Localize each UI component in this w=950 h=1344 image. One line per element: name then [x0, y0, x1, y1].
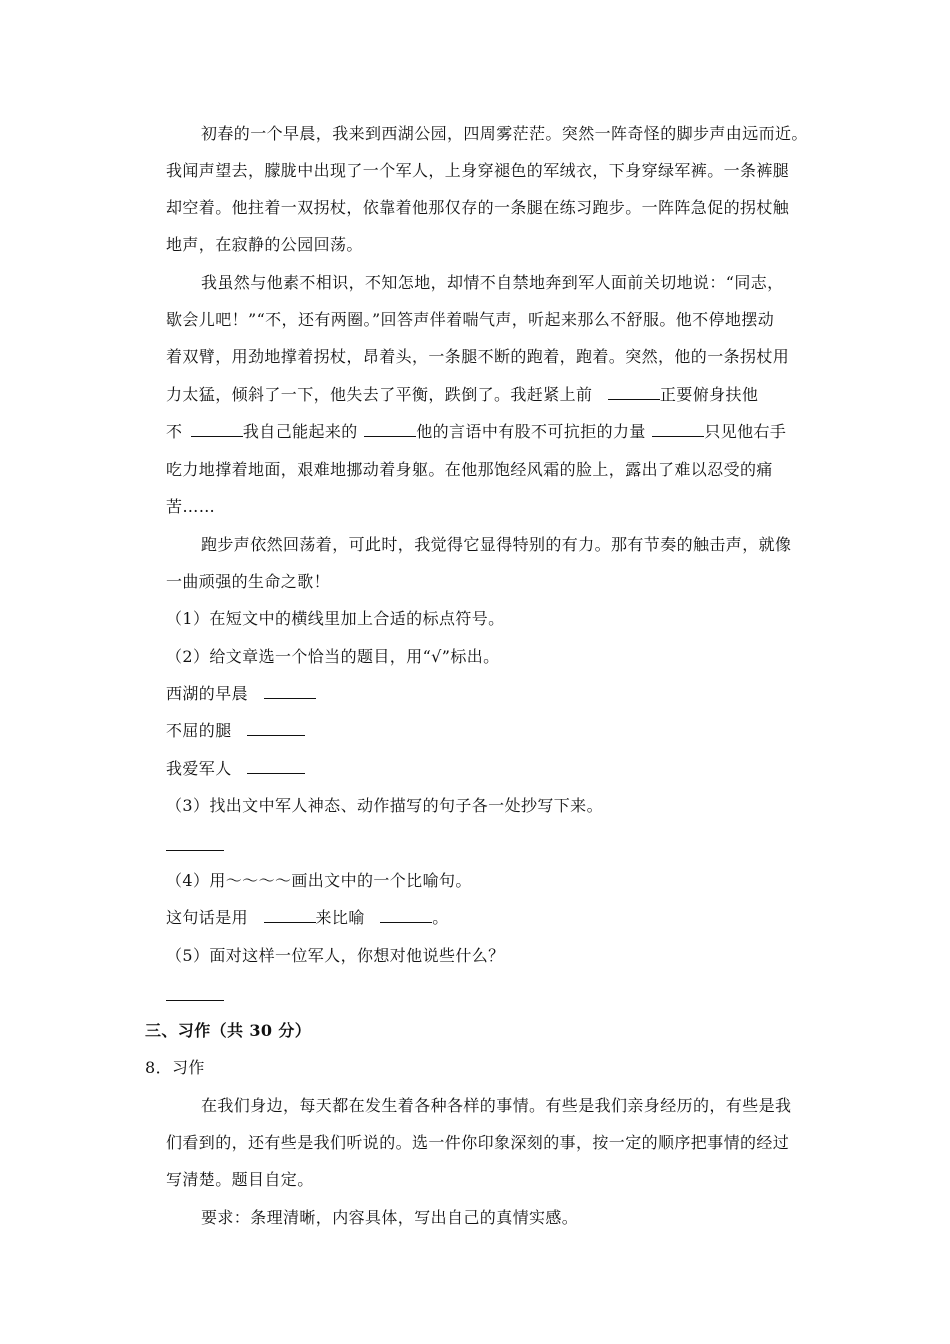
answer-blank[interactable] [264, 908, 316, 923]
passage-text: 正要俯身扶他 [659, 385, 759, 404]
passage-line: 苦…… [166, 497, 216, 516]
title-option [166, 759, 305, 779]
punctuation-blank[interactable] [608, 385, 660, 400]
fill-text: 。 [432, 908, 449, 927]
question-2: （2）给文章选一个恰当的题目，用“√”标出。 [166, 647, 500, 666]
passage-line: 地声，在寂静的公园回荡。 [166, 235, 363, 254]
passage-line-with-blanks [166, 422, 786, 442]
title-option-label: 我爱军人 [166, 759, 232, 778]
passage-line: 跑步声依然回荡着，可此时，我觉得它显得特别的有力。那有节奏的触击声，就像 [201, 535, 792, 554]
passage-line: 吃力地撑着地面，艰难地挪动着身躯。在他那饱经风霜的脸上，露出了难以忍受的痛 [166, 460, 773, 479]
answer-line[interactable] [166, 1000, 224, 1001]
title-option [166, 721, 305, 741]
punctuation-blank[interactable] [191, 422, 243, 437]
passage-line-with-blank [166, 385, 758, 405]
question-1: （1）在短文中的横线里加上合适的标点符号。 [166, 609, 505, 628]
answer-blank[interactable] [380, 908, 432, 923]
requirement: 要求：条理清晰，内容具体，写出自己的真情实感。 [201, 1208, 579, 1227]
prompt-line: 们看到的，还有些是我们听说的。选一件你印象深刻的事，按一定的顺序把事情的经过 [166, 1133, 790, 1152]
passage-line: 我闻声望去，朦胧中出现了一个军人，上身穿褪色的军绒衣，下身穿绿军裤。一条裤腿 [166, 161, 790, 180]
passage-line: 着双臂，用劲地撑着拐杖，昂着头，一条腿不断的跑着，跑着。突然，他的一条拐杖用 [166, 347, 790, 366]
section-title: 三、习作（共 30 分） [145, 1021, 312, 1040]
answer-blank[interactable] [264, 684, 316, 699]
punctuation-blank[interactable] [364, 422, 416, 437]
answer-line[interactable] [166, 850, 224, 851]
passage-text: 力太猛，倾斜了一下，他失去了平衡，跌倒了。我赶紧上前 [166, 385, 593, 404]
item-number: 8．习作 [145, 1058, 205, 1077]
passage-line: 却空着。他拄着一双拐杖，依靠着他那仅存的一条腿在练习跑步。一阵阵急促的拐杖触 [166, 198, 790, 217]
fill-text: 这句话是用 [166, 908, 249, 927]
title-option [166, 684, 316, 704]
prompt-line: 写清楚。题目自定。 [166, 1170, 314, 1189]
answer-blank[interactable] [247, 759, 305, 774]
prompt-line: 在我们身边，每天都在发生着各种各样的事情。有些是我们亲身经历的，有些是我 [201, 1096, 792, 1115]
punctuation-blank[interactable] [652, 422, 704, 437]
question-3: （3）找出文中军人神态、动作描写的句子各一处抄写下来。 [166, 796, 603, 815]
answer-blank[interactable] [247, 721, 305, 736]
title-option-label: 不屈的腿 [166, 721, 232, 740]
passage-line: 初春的一个早晨，我来到西湖公园，四周雾茫茫。突然一阵奇怪的脚步声由远而近。 [201, 124, 808, 143]
title-option-label: 西湖的早晨 [166, 684, 249, 703]
passage-text: 我自己能起来的 [242, 422, 358, 441]
passage-line: 一曲顽强的生命之歌！ [166, 572, 331, 591]
passage-text: 只见他右手 [704, 422, 787, 441]
question-4-fill [166, 908, 449, 928]
fill-text: 来比喻 [315, 908, 365, 927]
question-4: （4）用～～～～画出文中的一个比喻句。 [166, 871, 472, 890]
passage-text: 他的言语中有股不可抗拒的力量 [416, 422, 646, 441]
passage-text: 不 [166, 422, 183, 441]
question-5: （5）面对这样一位军人，你想对他说些什么？ [166, 946, 505, 965]
passage-line: 歇会儿吧！”“不，还有两圈。”回答声伴着喘气声，听起来那么不舒服。他不停地摆动 [166, 310, 775, 329]
passage-line: 我虽然与他素不相识，不知怎地，却情不自禁地奔到军人面前关切地说：“同志， [201, 273, 784, 292]
